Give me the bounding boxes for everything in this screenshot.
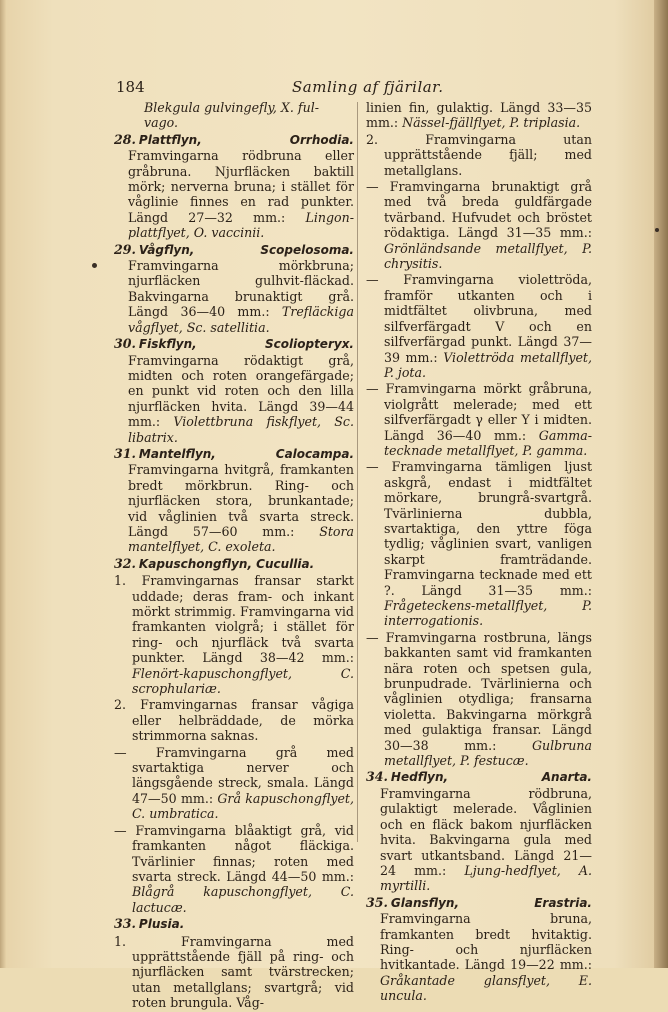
entry-33-dash-4: — Framvingarna tämligen ljust askgrå, endast i midtfältet mörkare, brungrå-svartgrå. Tvärlinierna dubbla, svartaktiga, den yttre föga tydlig; våglinien svart, vanligen skarpt framträdande. Framvingarna tecknade med ett ?. Längd 31—35 mm.: Frågeteckens-metallflyet, P. interrogationis. xyxy=(366,459,592,629)
entry-33-dash-5: — Framvingarna rostbruna, längs bakkanten samt vid framkanten nära roten och spetsen gula, brunpudrade. Tvärlinierna och våglinien otydliga; fransarna violetta. Bakvingarna mörkgrå med gulaktiga fransar. Längd 30—38 mm.: Gulbruna metallflyet, P. festucæ. xyxy=(366,629,592,769)
entry-title: Fiskflyn, Scoliopteryx. xyxy=(138,337,354,352)
entry-31: 31. Mantelflyn, Calocampa. Framvingarna hvitgrå, framkanten bredt mörkbrun. Ring- och njurfläcken stora, brunkantade; vid våglinien två svarta streck. Längd 57—60 mm.: Stora mantelflyet, C. exoleta. xyxy=(114,445,354,555)
entry-28: 28. Plattflyn, Orrhodia. Framvingarna rödbruna eller gråbruna. Njurfläcken baktill mörk; nerverna bruna; i stället för våglinie finnes en rad punkter. Längd 27—32 mm.: Lingon-plattflyet, O. vaccinii. xyxy=(114,131,354,241)
margin-dot-right xyxy=(655,228,659,232)
entry-32-2: 2. Framvingarnas fransar vågiga eller helbräddade, de mörka strimmorna saknas. xyxy=(114,697,354,744)
entry-35: 35. Glansflyn, Erastria. Framvingarna bruna, framkanten bredt hvitaktig. Ring- och njurfläcken hvitkantade. Längd 19—22 mm.: Gråkantade glansflyet, E. uncula. xyxy=(366,894,592,1004)
entry-title: Plattflyn, Orrhodia. xyxy=(138,132,354,147)
entry-33-2: 2. Framvingarna utan upprättstående fjäll; med metallglans. xyxy=(366,131,592,178)
entry-34: 34. Hedflyn, Anarta. Framvingarna rödbruna, gulaktigt melerade. Våglinien och en fläck bakom njurfläcken hvita. Bakvingarna gula med svart utkantsband. Längd 21—24 mm.: Ljung-hedflyet, A. myrtilli. xyxy=(366,769,592,894)
running-title: Samling af fjärilar. xyxy=(292,78,444,96)
entry-32-dash-2: — Framvingarna blåaktigt grå, vid framkanten något fläckiga. Tvärlinier finnas; roten med svarta streck. Längd 44—50 mm.: Blågrå kapuschongflyet, C. lactucæ. xyxy=(114,822,354,915)
entry-33-dash-2: — Framvingarna violettröda, framför utkanten och i midtfältet olivbruna, med silfverfärgadt V och en silfverfärgad punkt. Längd 37—39 mm.: Violettröda metallflyet, P. jota. xyxy=(366,272,592,380)
right-column xyxy=(366,100,592,1005)
margin-dot xyxy=(92,263,97,268)
entry-29: 29. Vågflyn, Scopelosoma. Framvingarna mörkbruna; njurfläcken gulhvit-fläckad. Bakvingarna brunaktigt grå. Längd 36—40 mm.: Trefläckiga vågflyet, Sc. satellitia. xyxy=(114,241,354,335)
entry-32-1: 1. Framvingarnas fransar starkt uddade; deras fram- och inkant mörkt strimmig. Framvingarna vid framkanten violgrå; i stället för ring- och njurfläck två svarta punkter. Längd 38—42 mm.: Flenört-kapuschongflyet, C. scrophulariæ. xyxy=(114,573,354,697)
entry-33: 33. Plusia. xyxy=(114,916,185,932)
entry-title: Hedflyn, Anarta. xyxy=(390,770,592,785)
entry-32-dash-1: — Framvingarna grå med svartaktiga nerver och längsgående streck, smala. Längd 47—50 mm.: Grå kapuschongflyet, C. umbratica. xyxy=(114,744,354,822)
entry-title: Vågflyn, Scopelosoma. xyxy=(138,242,354,257)
intro-line: Blekgula gulvingefly, X. ful- vago. xyxy=(144,100,319,131)
entry-33-continued: linien fin, gulaktig. Längd 33—35 mm.: Nässel-fjällflyet, P. triplasia. xyxy=(366,100,592,131)
page-header xyxy=(116,76,646,98)
entry-33-1: 1. Framvingarna med upprättstående fjäll på ring- och njurfläcken samt tvärstrecken; utan metallglans; svartgrå; vid roten brungula. Våg- xyxy=(114,933,354,1011)
entry-title: Mantelflyn, Calocampa. xyxy=(138,446,354,461)
entry-30: 30. Fiskflyn, Scoliopteryx. Framvingarna rödaktigt grå, midten och roten orangefärgade; en punkt vid roten och den lilla njurfläcken hvita. Längd 39—44 mm.: Violettbruna fiskflyet, Sc. libatrix. xyxy=(114,336,354,445)
entry-title: Glansflyn, Erastria. xyxy=(390,895,592,910)
column-divider xyxy=(357,102,358,842)
page-left-edge xyxy=(0,0,6,968)
entry-33-dash-1: — Framvingarna brunaktigt grå med två breda guldfärgade tvärband. Hufvudet och bröstet rödaktiga. Längd 31—35 mm.: Grönländsande metallflyet, P. chrysitis. xyxy=(366,179,592,272)
page-number: 184 xyxy=(116,78,145,96)
entry-32: 32. Kapuschongflyn, Cucullia. xyxy=(114,555,315,571)
page-right-edge xyxy=(654,0,668,968)
entry-33-dash-3: — Framvingarna mörkt gråbruna, violgrått melerade; med ett silfverfärgadt γ eller Y i midten. Längd 36—40 mm.: Gamma-tecknade metallflyet, P. gamma. xyxy=(366,381,592,458)
entry-title: Kapuschongflyn, Cucullia. xyxy=(138,556,315,571)
left-column xyxy=(114,100,354,1012)
entry-title: Plusia. xyxy=(138,917,185,932)
